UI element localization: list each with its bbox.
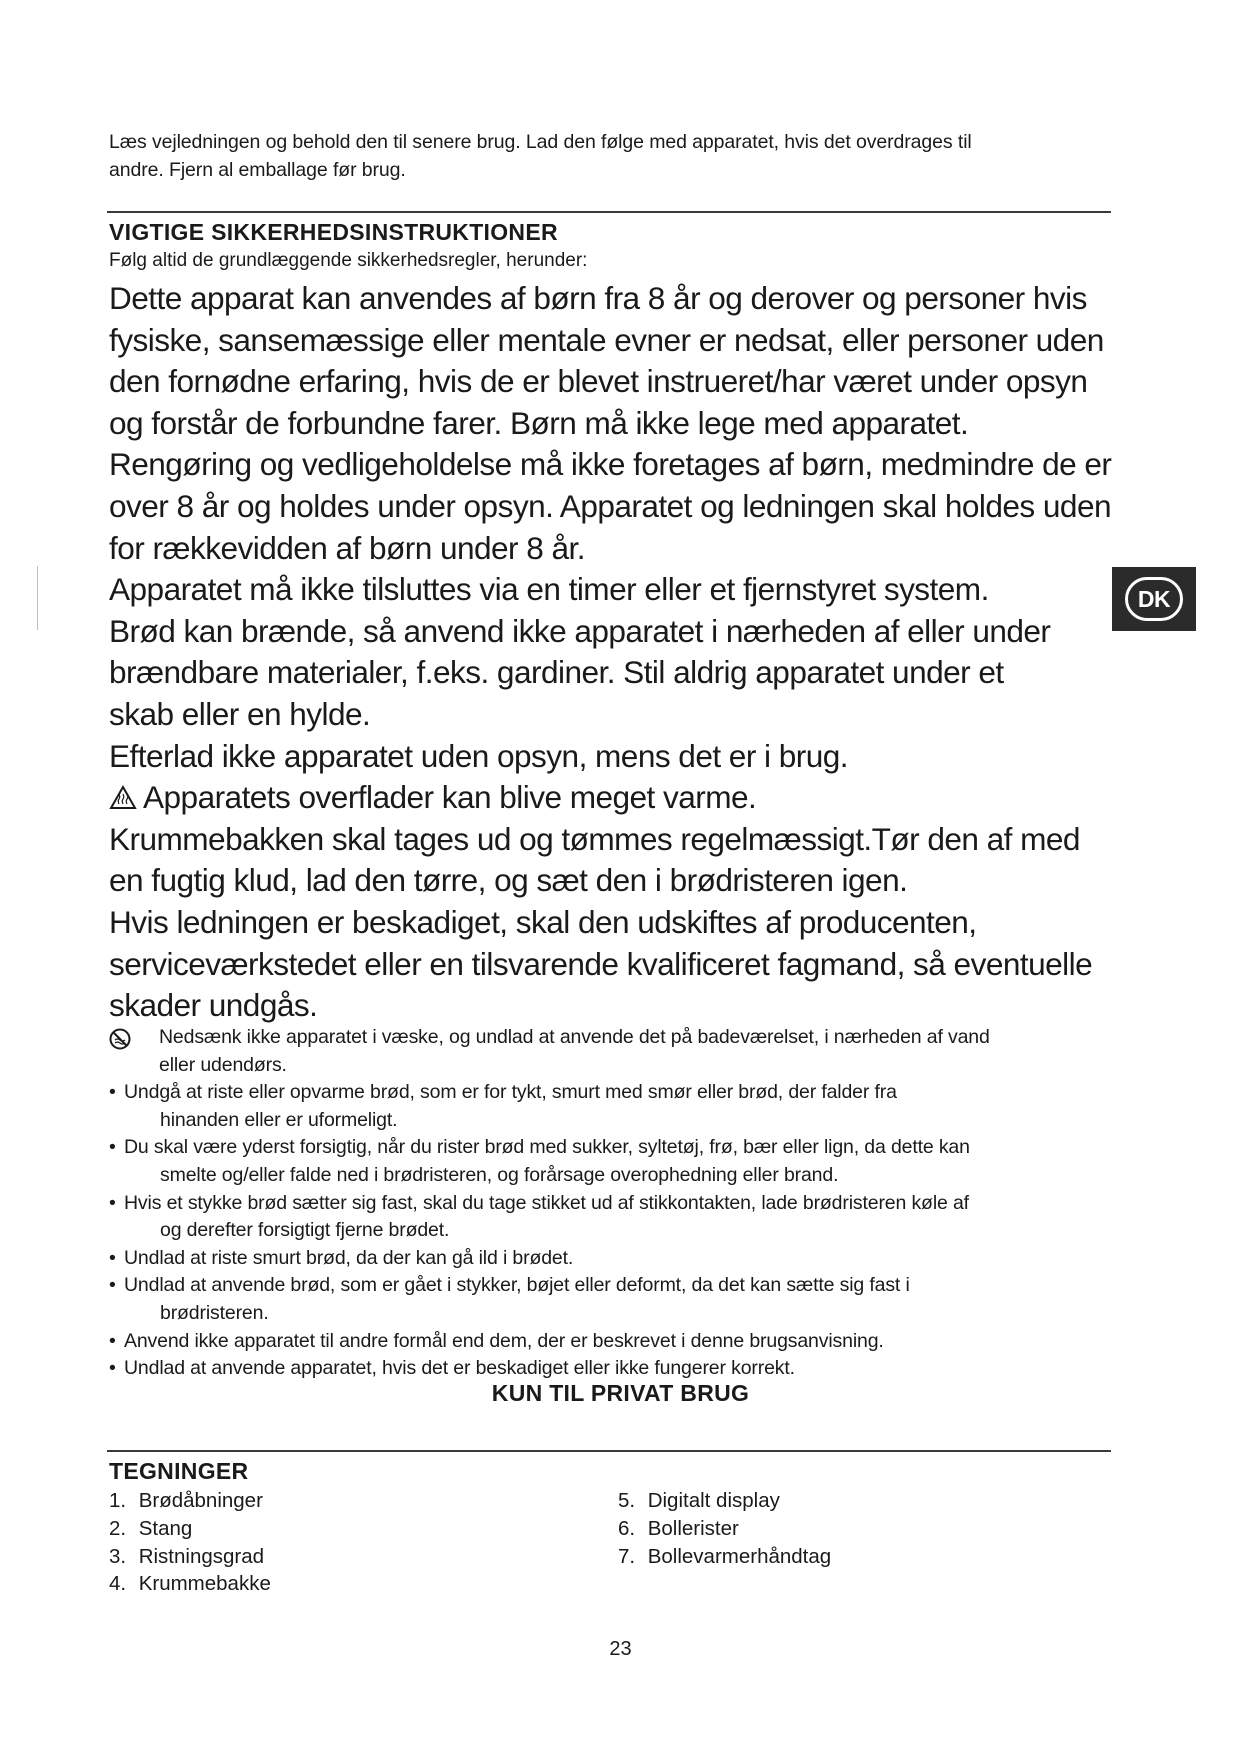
private-use-notice: KUN TIL PRIVAT BRUG bbox=[491, 1380, 750, 1406]
list-item bbox=[618, 1515, 831, 1543]
language-tab-label: DK bbox=[1125, 577, 1183, 621]
safety-paragraphs bbox=[109, 278, 1149, 1027]
list-item bbox=[109, 1134, 1109, 1189]
drawings-list-left bbox=[109, 1487, 271, 1598]
item-number: 6. bbox=[618, 1516, 636, 1540]
item-number: 1. bbox=[109, 1489, 127, 1512]
item-number: 3. bbox=[109, 1544, 127, 1568]
safety-heading: VIGTIGE SIKKERHEDSINSTRUKTIONER bbox=[109, 219, 558, 245]
list-item bbox=[109, 1515, 271, 1543]
paragraph-crumb-tray: Krummebakken skal tages ud og tømmes regelmæssigt.Tør den af med en fugtig klud, lad den tørre, og sæt den i brødristeren igen. bbox=[109, 820, 1080, 899]
hot-surface-text: Apparatets overflader kan blive meget varme. bbox=[143, 779, 757, 816]
list-item bbox=[109, 1024, 1109, 1079]
item-label: Ristningsgrad bbox=[138, 1544, 265, 1568]
item-label: Brødåbninger bbox=[138, 1489, 263, 1512]
list-item bbox=[109, 1328, 1109, 1356]
item-number: 5. bbox=[618, 1489, 636, 1512]
hot-surface-warning-icon bbox=[109, 785, 137, 810]
list-item bbox=[618, 1487, 831, 1515]
list-item bbox=[109, 1487, 271, 1515]
margin-mark bbox=[37, 566, 38, 630]
bullet-line: Undlad at anvende brød, som er gået i stykker, bøjet eller deformt, da det kan sætte sig fast i bbox=[124, 1274, 910, 1297]
list-item bbox=[109, 1355, 1109, 1383]
language-tab bbox=[1112, 567, 1196, 631]
page-number: 23 bbox=[609, 1638, 632, 1660]
bullet-continuation: brødristeren. bbox=[160, 1301, 269, 1324]
paragraph-damaged-cord: Hvis ledningen er beskadiget, skal den udskiftes af producenten, serviceværkstedet eller en tilsvarende kvalificeret fagmand, så eventuelle skader undgås. bbox=[109, 903, 1093, 1024]
paragraph-timer: Apparatet må ikke tilsluttes via en timer eller et fjernstyret system. bbox=[109, 571, 989, 608]
bullet-continuation: smelte og/eller falde ned i brødristeren, og forårsage overophedning eller brand. bbox=[160, 1163, 839, 1186]
list-item bbox=[109, 1245, 1109, 1273]
item-number: 4. bbox=[109, 1572, 127, 1596]
bullet-line: Undlad at riste smurt brød, da der kan gå ild i brødet. bbox=[124, 1246, 574, 1269]
list-item bbox=[109, 1190, 1109, 1245]
item-number: 2. bbox=[109, 1516, 127, 1540]
bullet-line: Nedsænk ikke apparatet i væske, og undlad at anvende det på badeværelset, i nærheden af vand bbox=[159, 1026, 990, 1048]
item-label: Bollevarmerhåndtag bbox=[647, 1544, 832, 1568]
safety-subheading: Følg altid de grundlæggende sikkerhedsregler, herunder: bbox=[109, 250, 588, 271]
bullet-continuation: hinanden eller er uformeligt. bbox=[160, 1108, 398, 1131]
bullet-line: Hvis et stykke brød sætter sig fast, skal du tage stikket ud af stikkontakten, lade brødristeren køle af bbox=[124, 1191, 969, 1214]
paragraph-unattended: Efterlad ikke apparatet uden opsyn, mens det er i brug. bbox=[109, 737, 848, 774]
paragraph-bread-burn: Brød kan brænde, så anvend ikke apparatet i nærheden af eller under brændbare materialer, f.eks. gardiner. Stil aldrig apparatet under et skab eller en hylde. bbox=[109, 612, 1051, 732]
item-label: Stang bbox=[138, 1516, 193, 1540]
list-item bbox=[109, 1543, 271, 1571]
list-item bbox=[109, 1570, 271, 1598]
item-label: Krummebakke bbox=[138, 1572, 271, 1596]
no-immersion-icon bbox=[109, 1028, 131, 1050]
drawings-heading: TEGNINGER bbox=[109, 1458, 249, 1484]
section-divider-safety bbox=[107, 211, 1111, 213]
intro-text bbox=[109, 128, 1109, 184]
section-divider-drawings bbox=[107, 1450, 1111, 1452]
bullet-line: Du skal være yderst forsigtig, når du rister brød med sukker, syltetøj, frø, bær eller lign, da dette kan bbox=[124, 1136, 970, 1159]
safety-bullet-list bbox=[109, 1024, 1109, 1383]
item-label: Digitalt display bbox=[647, 1489, 780, 1512]
paragraph-children: Dette apparat kan anvendes af børn fra 8 år og derover og personer hvis fysiske, sansemæssige eller mentale evner er nedsat, eller personer uden den fornødne erfaring, hvis de er blevet instrueret/har været under opsyn og forstår de forbundne farer. Børn må ikke lege med apparatet. Rengøring og vedligeholdelse må ikke foretages af børn, medmindre de er over 8 år og holdes under opsyn. Apparatet og ledningen skal holdes uden for rækkevidden af børn under 8 år. bbox=[109, 280, 1112, 566]
intro-line-1: Læs vejledningen og behold den til senere brug. Lad den følge med apparatet, hvis det overdrages til bbox=[109, 131, 972, 153]
bullet-continuation: eller udendørs. bbox=[159, 1053, 287, 1076]
list-item bbox=[109, 1272, 1109, 1327]
bullet-line: Undgå at riste eller opvarme brød, som er for tykt, smurt med smør eller brød, der falder fra bbox=[124, 1081, 897, 1104]
drawings-list-right bbox=[618, 1487, 831, 1570]
list-item bbox=[109, 1079, 1109, 1134]
item-number: 7. bbox=[618, 1544, 636, 1568]
bullet-line: Anvend ikke apparatet til andre formål end dem, der er beskrevet i denne brugsanvisning. bbox=[124, 1329, 884, 1352]
bullet-line: Undlad at anvende apparatet, hvis det er beskadiget eller ikke fungerer korrekt. bbox=[124, 1357, 795, 1380]
intro-line-2: andre. Fjern al emballage før brug. bbox=[109, 159, 406, 181]
item-label: Bollerister bbox=[647, 1516, 739, 1540]
paragraph-hot-surface bbox=[109, 777, 1149, 819]
bullet-continuation: og derefter forsigtigt fjerne brødet. bbox=[160, 1219, 450, 1242]
list-item bbox=[618, 1543, 831, 1571]
